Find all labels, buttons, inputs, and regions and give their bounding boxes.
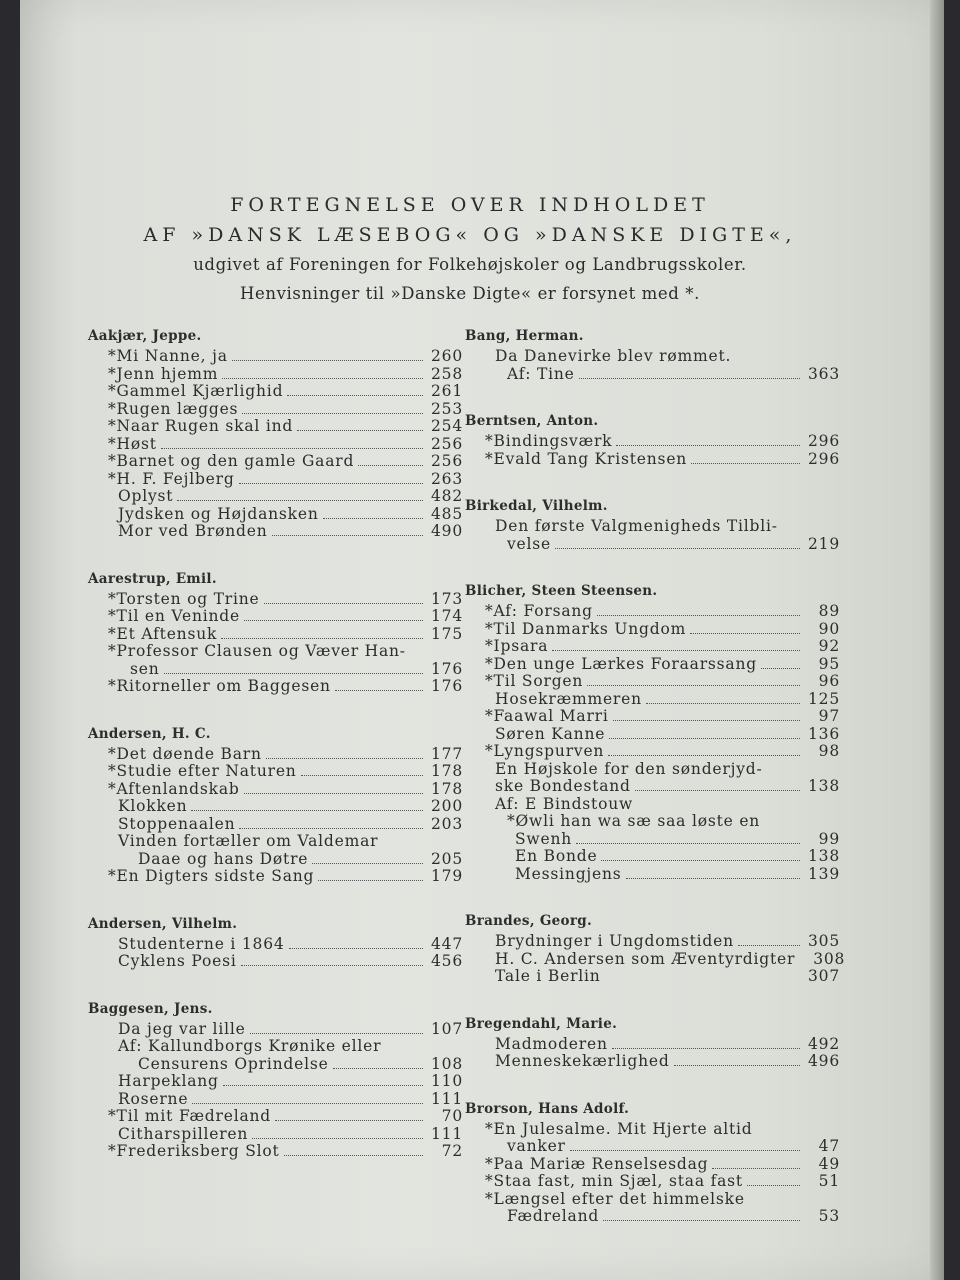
entry-title: *Øwli han wa sæ saa løste en	[507, 812, 761, 830]
leader-dots	[613, 720, 800, 721]
entry-title: Menneskekærlighed	[495, 1052, 670, 1070]
entry-title: Madmoderen	[495, 1034, 608, 1053]
page-number: 296	[808, 432, 840, 450]
header-title-line-2: AF »DANSK LÆSEBOG« OG »DANSKE DIGTE«,	[143, 224, 797, 246]
page-number: 97	[818, 707, 840, 725]
entry-title: Studenterne i 1864	[118, 934, 285, 953]
index-entry	[88, 661, 463, 679]
index-entry	[465, 761, 840, 779]
index-entry	[88, 523, 463, 541]
index-entry	[465, 1173, 840, 1191]
author-section	[465, 326, 840, 383]
entry-title: Brydninger i Ungdomstiden	[495, 932, 734, 950]
leader-dots	[712, 1168, 800, 1169]
leader-dots	[601, 860, 800, 861]
page-number: 108	[431, 1054, 463, 1073]
leader-dots	[222, 378, 423, 379]
index-entry	[88, 608, 463, 626]
entry-title: vanker	[507, 1137, 566, 1155]
index-column-right	[465, 326, 846, 1254]
page-number: 110	[431, 1072, 463, 1090]
author-name: Birkedal, Vilhelm.	[465, 498, 608, 514]
page-number: 261	[431, 382, 463, 400]
index-entry	[88, 678, 463, 696]
leader-dots	[691, 463, 800, 464]
page-number: 98	[818, 742, 840, 760]
leader-dots	[579, 378, 800, 379]
leader-dots	[244, 793, 423, 794]
index-entry	[88, 1143, 463, 1161]
entry-title: Af: Tine	[507, 364, 575, 383]
entry-title: Roserne	[118, 1089, 189, 1108]
page-number: 200	[431, 797, 463, 815]
entry-title: *Barnet og den gamle Gaard	[108, 452, 355, 470]
leader-dots	[239, 483, 423, 484]
index-entry	[88, 868, 463, 886]
index-entry	[88, 1126, 463, 1144]
index-entry	[465, 536, 840, 554]
index-entry	[465, 348, 840, 366]
author-name: Andersen, H. C.	[88, 725, 211, 742]
index-entry	[88, 1038, 463, 1056]
entry-title: Jydsken og Højdansken	[118, 504, 319, 523]
page-number: 482	[431, 487, 463, 505]
entry-title: Cyklens Poesi	[118, 952, 237, 970]
author-name: Blicher, Steen Steensen.	[465, 583, 658, 599]
leader-dots	[603, 1220, 800, 1221]
page-number: 72	[441, 1142, 463, 1160]
leader-dots	[275, 1120, 423, 1121]
author-section	[465, 581, 840, 883]
leader-dots	[333, 1068, 423, 1069]
author-name: Aarestrup, Emil.	[88, 570, 217, 587]
page-edge	[930, 0, 944, 1280]
page-number: 138	[808, 777, 840, 795]
author-section	[465, 411, 840, 468]
index-entry	[465, 831, 840, 849]
index-entry	[465, 778, 840, 796]
page-number: 173	[431, 589, 463, 608]
author-section	[88, 569, 463, 696]
entry-title: *Professor Clausen og Væver Han-	[108, 642, 406, 660]
index-entry	[88, 781, 463, 799]
author-name: Andersen, Vilhelm.	[88, 915, 238, 932]
page-number: 125	[808, 689, 840, 708]
entry-title: Oplyst	[118, 487, 174, 505]
leader-dots	[635, 790, 800, 791]
index-entry	[465, 638, 840, 656]
leader-dots	[576, 843, 800, 844]
leader-dots	[284, 1155, 423, 1156]
leader-dots	[318, 880, 423, 881]
page-number: 53	[818, 1207, 840, 1225]
leader-dots	[232, 360, 423, 361]
author-section	[465, 911, 846, 986]
page-number: 95	[818, 654, 840, 673]
entry-title: *Paa Mariæ Renselsesdag	[485, 1154, 709, 1173]
leader-dots	[244, 620, 423, 621]
index-entry	[88, 366, 463, 384]
index-entry	[88, 471, 463, 489]
entry-title: Mor ved Brønden	[118, 522, 268, 540]
page-number: 219	[808, 534, 840, 553]
page-number: 178	[431, 762, 463, 780]
entry-title: *Frederiksberg Slot	[108, 1142, 280, 1160]
index-entry	[88, 453, 463, 471]
index-entry	[465, 433, 840, 451]
leader-dots	[609, 738, 800, 739]
entry-title: *Høst	[108, 434, 157, 453]
author-name: Bang, Herman.	[465, 328, 584, 344]
page-number: 96	[818, 672, 840, 690]
entry-title: *Staa fast, min Sjæl, staa fast	[485, 1172, 743, 1190]
page-number: 176	[431, 659, 463, 678]
index-entry	[465, 1156, 840, 1174]
page-number: 447	[431, 934, 463, 953]
index-entry	[88, 643, 463, 661]
page-number: 178	[431, 779, 463, 798]
entry-title: *Torsten og Trine	[108, 589, 260, 608]
index-entry	[465, 1121, 840, 1139]
leader-dots	[626, 878, 800, 879]
page-number: 205	[431, 849, 463, 868]
entry-title: En Højskole for den sønderjyd-	[495, 759, 763, 778]
entry-title: Da Danevirke blev rømmet.	[495, 347, 732, 365]
index-entry	[88, 1021, 463, 1039]
leader-dots	[191, 810, 423, 811]
page-number: 139	[808, 864, 840, 883]
index-entry	[465, 848, 840, 866]
index-entry	[465, 813, 840, 831]
page-number: 174	[431, 607, 463, 625]
entry-title: Af: E Bindstouw	[495, 794, 634, 813]
entry-title: En Bonde	[515, 847, 598, 865]
page-number: 258	[431, 364, 463, 383]
index-entry	[465, 1036, 840, 1054]
page-number: 305	[808, 932, 840, 950]
leader-dots	[555, 548, 800, 549]
entry-title: Klokken	[118, 797, 188, 815]
entry-title: Harpeklang	[118, 1072, 219, 1090]
entry-title: *Evald Tang Kristensen	[485, 449, 688, 468]
page-number: 263	[431, 469, 463, 488]
index-entry	[465, 656, 840, 674]
page-number: 47	[818, 1137, 840, 1155]
page-number: 363	[808, 364, 840, 383]
index-entry	[88, 798, 463, 816]
index-entry	[88, 401, 463, 419]
header-title-line-1: FORTEGNELSE OVER INDHOLDET	[230, 194, 710, 216]
entry-title: Søren Kanne	[495, 724, 606, 743]
entry-title: Da jeg var lille	[118, 1019, 246, 1038]
leader-dots	[250, 1033, 423, 1034]
page-number: 256	[431, 452, 463, 470]
page-number: 177	[431, 744, 463, 763]
index-entry	[465, 726, 840, 744]
entry-title: *Af: Forsang	[485, 602, 593, 620]
author-section	[465, 1014, 840, 1071]
index-entry	[465, 968, 840, 986]
index-entry	[88, 953, 463, 971]
entry-title: *Aftenlandskab	[108, 779, 240, 798]
index-entry	[465, 866, 840, 884]
page-number: 138	[808, 847, 840, 865]
page-number: 253	[431, 399, 463, 418]
page-number: 308	[813, 949, 846, 968]
entry-title: *Gammel Kjærlighid	[108, 382, 284, 400]
index-entry	[88, 436, 463, 454]
entry-title: Tale i Berlin	[495, 967, 601, 985]
leader-dots	[738, 945, 800, 946]
entry-title: *Den unge Lærkes Foraarssang	[485, 654, 757, 673]
entry-title: Fædreland	[507, 1207, 600, 1225]
header-publisher-line: udgivet af Foreningen for Folkehøjskoler og Landbrugsskoler.	[193, 255, 747, 274]
index-entry	[88, 488, 463, 506]
index-column-left	[88, 326, 463, 1189]
page-number: 111	[431, 1124, 463, 1143]
entry-title: *Faawal Marri	[485, 707, 609, 725]
index-entry	[465, 451, 840, 469]
index-entry	[465, 708, 840, 726]
leader-dots	[242, 413, 423, 414]
index-entry	[465, 796, 840, 814]
page-number: 490	[431, 522, 463, 540]
entry-title: Af: Kallundborgs Krønike eller	[118, 1037, 382, 1055]
entry-title: *Et Aftensuk	[108, 624, 218, 643]
leader-dots	[358, 465, 423, 466]
page-number: 496	[808, 1052, 840, 1070]
index-entry	[465, 366, 840, 384]
index-entry	[88, 506, 463, 524]
leader-dots	[192, 1103, 423, 1104]
entry-title: Stoppenaalen	[118, 814, 236, 833]
page-number: 179	[431, 867, 463, 885]
leader-dots	[552, 650, 800, 651]
entry-title: *Det døende Barn	[108, 744, 262, 763]
entry-title: *En Julesalme. Mit Hjerte altid	[485, 1119, 753, 1138]
entry-title: *Rugen lægges	[108, 399, 239, 418]
page-number: 203	[431, 814, 463, 833]
page-number: 92	[818, 637, 840, 655]
leader-dots	[612, 1048, 800, 1049]
index-entry	[88, 1073, 463, 1091]
page-number: 99	[818, 829, 840, 848]
entry-title: *Lyngspurven	[485, 742, 605, 760]
entry-title: Censurens Oprindelse	[138, 1054, 329, 1073]
leader-dots	[608, 755, 800, 756]
leader-dots	[570, 1150, 800, 1151]
index-entry	[465, 1191, 840, 1209]
index-entry	[88, 1091, 463, 1109]
leader-dots	[747, 1185, 800, 1186]
author-section	[465, 1099, 840, 1226]
entry-title: Daae og hans Døtre	[138, 849, 309, 868]
entry-title: ske Bondestand	[495, 777, 631, 795]
leader-dots	[272, 535, 423, 536]
index-entry	[465, 949, 846, 969]
entry-title: Den første Valgmenigheds Tilbli-	[495, 517, 778, 535]
page-number: 70	[441, 1107, 463, 1125]
leader-dots	[289, 948, 423, 949]
index-entry	[88, 816, 463, 834]
leader-dots	[335, 690, 423, 691]
index-entry	[88, 851, 463, 869]
leader-dots	[177, 500, 423, 501]
index-header	[120, 190, 820, 308]
page-number: 111	[431, 1089, 463, 1108]
entry-title: Messingjens	[515, 864, 622, 883]
entry-title: *Til Danmarks Ungdom	[485, 619, 687, 638]
entry-title: *Mi Nanne, ja	[108, 347, 228, 365]
entry-title: *H. F. Fejlberg	[108, 469, 235, 488]
leader-dots	[587, 685, 800, 686]
leader-dots	[761, 668, 800, 669]
leader-dots	[674, 1065, 800, 1066]
author-name: Berntsen, Anton.	[465, 413, 599, 429]
page-number: 485	[431, 504, 463, 523]
entry-title: *Til mit Fædreland	[108, 1107, 272, 1125]
index-entry	[88, 936, 463, 954]
author-name: Baggesen, Jens.	[88, 1000, 213, 1017]
page-number: 136	[808, 724, 840, 743]
author-section	[88, 724, 463, 886]
leader-dots	[312, 863, 423, 864]
index-entry	[88, 348, 463, 366]
page-number: 260	[431, 347, 463, 365]
leader-dots	[597, 615, 800, 616]
author-name: Brorson, Hans Adolf.	[465, 1100, 630, 1117]
index-entry	[465, 1138, 840, 1156]
leader-dots	[297, 430, 423, 431]
page-number: 175	[431, 624, 463, 643]
leader-dots	[164, 673, 423, 674]
entry-title: Vinden fortæller om Valdemar	[118, 832, 379, 850]
entry-title: Hosekræmmeren	[495, 689, 642, 708]
entry-title: Citharspilleren	[118, 1124, 249, 1143]
author-section	[88, 914, 463, 971]
index-entry	[465, 1208, 840, 1226]
entry-title: *Naar Rugen skal ind	[108, 417, 294, 435]
entry-title: H. C. Andersen som Æventyrdigter	[495, 949, 796, 968]
index-entry	[465, 743, 840, 761]
leader-dots	[646, 703, 800, 704]
index-entry	[465, 518, 840, 536]
page-number: 256	[431, 434, 463, 453]
index-entry	[465, 621, 840, 639]
index-entry	[88, 383, 463, 401]
author-section	[88, 999, 463, 1161]
index-entry	[465, 1053, 840, 1071]
leader-dots	[690, 633, 800, 634]
entry-title: *Til Sorgen	[485, 672, 584, 690]
index-entry	[465, 603, 840, 621]
page-number: 49	[818, 1154, 840, 1173]
page-number: 296	[808, 449, 840, 468]
entry-title: sen	[130, 659, 160, 678]
index-entry	[88, 1056, 463, 1074]
entry-title: velse	[507, 534, 552, 553]
author-name: Bregendahl, Marie.	[465, 1015, 618, 1032]
page-number: 254	[431, 417, 463, 435]
leader-dots	[241, 965, 423, 966]
entry-title: *Ritorneller om Baggesen	[108, 677, 331, 695]
page-number: 89	[818, 602, 840, 620]
entry-title: *Ipsara	[485, 637, 549, 655]
page-number: 107	[431, 1019, 463, 1038]
entry-title: *Bindingsværk	[485, 432, 613, 450]
index-entry	[465, 691, 840, 709]
leader-dots	[616, 445, 800, 446]
page-number: 492	[808, 1034, 840, 1053]
author-name: Aakjær, Jeppe.	[88, 328, 202, 344]
author-name: Brandes, Georg.	[465, 913, 592, 929]
leader-dots	[323, 518, 423, 519]
leader-dots	[266, 758, 423, 759]
page-number: 456	[431, 952, 463, 970]
index-entry	[88, 763, 463, 781]
page-number: 176	[431, 677, 463, 695]
index-entry	[88, 746, 463, 764]
index-entry	[88, 591, 463, 609]
entry-title: *Jenn hjemm	[108, 364, 219, 383]
leader-dots	[239, 828, 423, 829]
page-number: 90	[818, 619, 840, 638]
index-entry	[465, 673, 840, 691]
entry-title: *Længsel efter det himmelske	[485, 1189, 745, 1208]
entry-title: *Til en Veninde	[108, 607, 240, 625]
entry-title: *Studie efter Naturen	[108, 762, 297, 780]
entry-title: *En Digters sidste Sang	[108, 867, 315, 885]
author-section	[465, 496, 840, 553]
page-number: 307	[808, 967, 840, 985]
page-number: 51	[818, 1172, 840, 1190]
leader-dots	[264, 603, 423, 604]
index-entry	[88, 418, 463, 436]
header-note-line: Henvisninger til »Danske Digte« er forsynet med *.	[240, 284, 700, 303]
leader-dots	[301, 775, 423, 776]
leader-dots	[287, 395, 423, 396]
entry-title: Swenh	[515, 829, 573, 848]
index-entry	[465, 933, 840, 951]
leader-dots	[252, 1138, 423, 1139]
author-section	[88, 326, 463, 541]
leader-dots	[221, 638, 423, 639]
leader-dots	[161, 448, 423, 449]
leader-dots	[223, 1085, 423, 1086]
index-entry	[88, 1108, 463, 1126]
index-entry	[88, 626, 463, 644]
index-entry	[88, 833, 463, 851]
